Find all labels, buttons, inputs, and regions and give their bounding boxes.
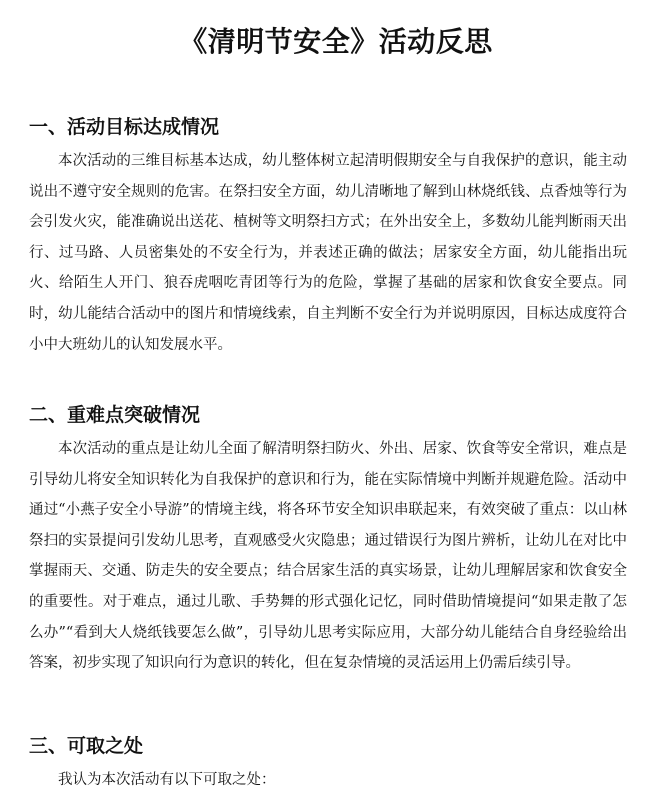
document-title: 《清明节安全》活动反思 (179, 25, 493, 58)
section-heading-strengths: 三、可取之处 (29, 735, 144, 757)
section-paragraph-goals: 本次活动的三维目标基本达成，幼儿整体树立起清明假期安全与自我保护的意识，能主动说出不遵守安全规则的危害。在祭扫安全方面，幼儿清晰地了解到山林烧纸钱、点香烛等行为会引发火灾，能准确说出送花、植树等文明祭扫方式；在外出安全上，多数幼儿能判断雨天出行、过马路、人员密集处的不安全行为，并表述正确的做法；居家安全方面，幼儿能指出玩火、给陌生人开门、狼吞虎咽吃青团等行为的危险，掌握了基础的居家和饮食安全要点。同时，幼儿能结合活动中的图片和情境线索，自主判断不安全行为并说明原因，目标达成度符合小中大班幼儿的认知发展水平。 (29, 153, 627, 353)
section-paragraph-key-points: 本次活动的重点是让幼儿全面了解清明祭扫防火、外出、居家、饮食等安全常识，难点是引导幼儿将安全知识转化为自我保护的意识和行为，能在实际情境中判断并规避危险。活动中通过“小燕子安全小导游”的情境主线，将各环节安全知识串联起来，有效突破了重点：以山林祭扫的实景提问引发幼儿思考，直观感受火灾隐患；通过错误行为图片辨析，让幼儿在对比中掌握雨天、交通、防走失的安全要点；结合居家生活的真实场景，让幼儿理解居家和饮食安全的重要性。对于难点，通过儿歌、手势舞的形式强化记忆，同时借助情境提问“如果走散了怎么办”“看到大人烧纸钱要怎么做”，引导幼儿思考实际应用，大部分幼儿能结合自身经验给出答案，初步实现了知识向行为意识的转化，但在复杂情境的灵活运用上仍需后续引导。 (29, 441, 627, 672)
section-heading-key-points: 二、重难点突破情况 (29, 404, 201, 426)
section-paragraph-strengths: 我认为本次活动有以下可取之处： (58, 772, 276, 788)
section-heading-goals: 一、活动目标达成情况 (29, 116, 220, 138)
